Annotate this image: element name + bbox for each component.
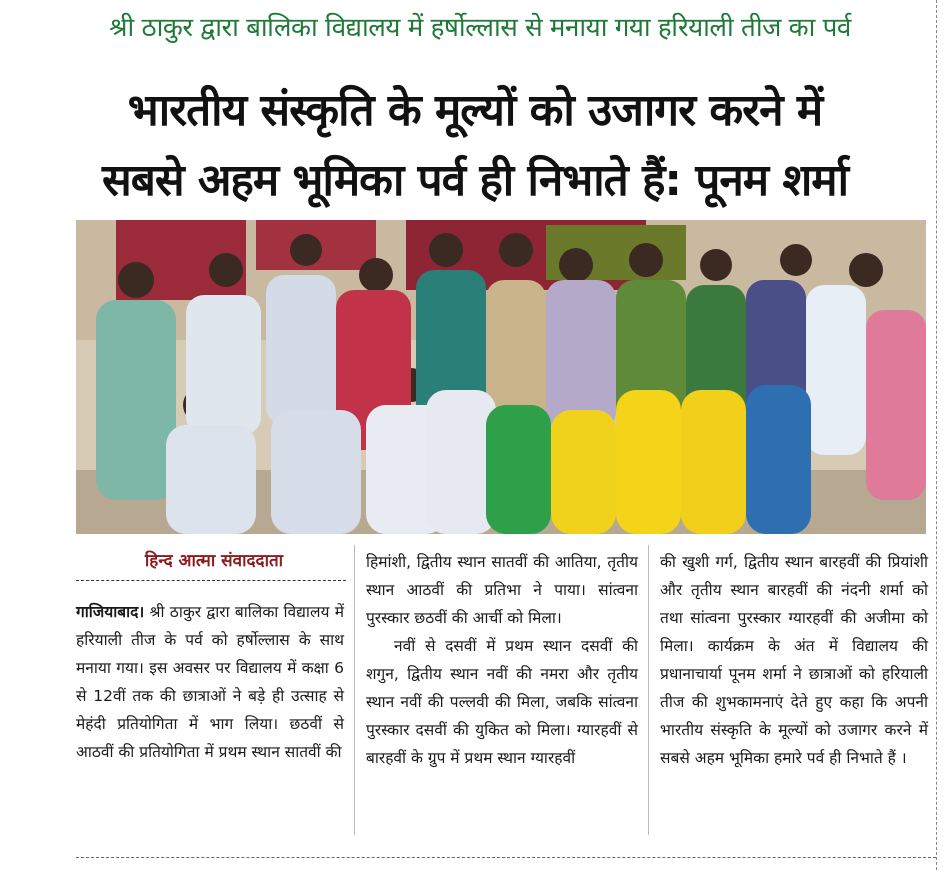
article-column-1 — [76, 598, 344, 766]
article-column-3 — [660, 548, 928, 772]
column-divider — [648, 545, 649, 835]
headline-line-2: सबसे अहम भूमिका पर्व ही निभाते हैं: पूनम शर्मा — [101, 155, 849, 206]
column-1-text: श्री ठाकुर द्वारा बालिका विद्यालय में हरियाली तीज के पर्व को हर्षोल्लास के साथ मनाया गया। इस अवसर पर विद्यालय में कक्षा 6 से 12वीं तक की छात्राओं ने बड़े ही उत्साह से मेहंदी प्रतियोगिता में भाग लिया। छठवीं से आठवीं की प्रतियोगिता में प्रथम स्थान सातवीं की — [76, 603, 344, 761]
page-edge-rule — [936, 0, 937, 870]
byline-divider — [76, 580, 346, 581]
column-divider — [354, 545, 355, 835]
article-subheading: श्री ठाकुर द्वारा बालिका विद्यालय में हर्षोल्लास से मनाया गया हरियाली तीज का पर्व — [109, 13, 851, 43]
article-column-2 — [366, 548, 638, 772]
byline: हिन्द आत्मा संवाददाता — [144, 551, 284, 571]
headline-line-1: भारतीय संस्कृति के मूल्यों को उजागर करने में — [127, 85, 823, 136]
column-3-text: की खुशी गर्ग, द्वितीय स्थान बारहवीं की प्रियांशी और तृतीय स्थान बारहवीं की नंदनी शर्मा को तथा सांत्वना पुरस्कार ग्यारहवीं की अजीमा को मिला। कार्यक्रम के अंत में विद्यालय की प्रधानाचार्या पूनम शर्मा ने छात्राओं को हरियाली तीज की शुभकामनाएं देते हुए कहा कि अपनी भारतीय संस्कृति के मूल्यों को उजागर करने में सबसे अहम भूमिका हमारे पर्व ही निभाते हैं । — [660, 553, 928, 767]
bottom-rule — [76, 857, 936, 858]
column-2-paragraph-1: हिमांशी, द्वितीय स्थान सातवीं की आतिया, तृतीय स्थान आठवीं की प्रतिभा ने पाया। सांत्वना पुरस्कार छठवीं की आर्ची को मिला। — [366, 553, 638, 627]
group-photo — [76, 220, 926, 534]
dateline: गाजियाबाद। — [76, 603, 145, 621]
column-2-paragraph-2: नवीं से दसवीं में प्रथम स्थान दसवीं की शगुन, द्वितीय स्थान नवीं की नमरा और तृतीय स्थान नवीं की पल्लवी की मिला, जबकि सांत्वना पुरस्कार दसवीं की युकित को मिला। ग्यारहवीं से बारहवीं के ग्रुप में प्रथम स्थान ग्यारहवीं — [366, 637, 638, 767]
